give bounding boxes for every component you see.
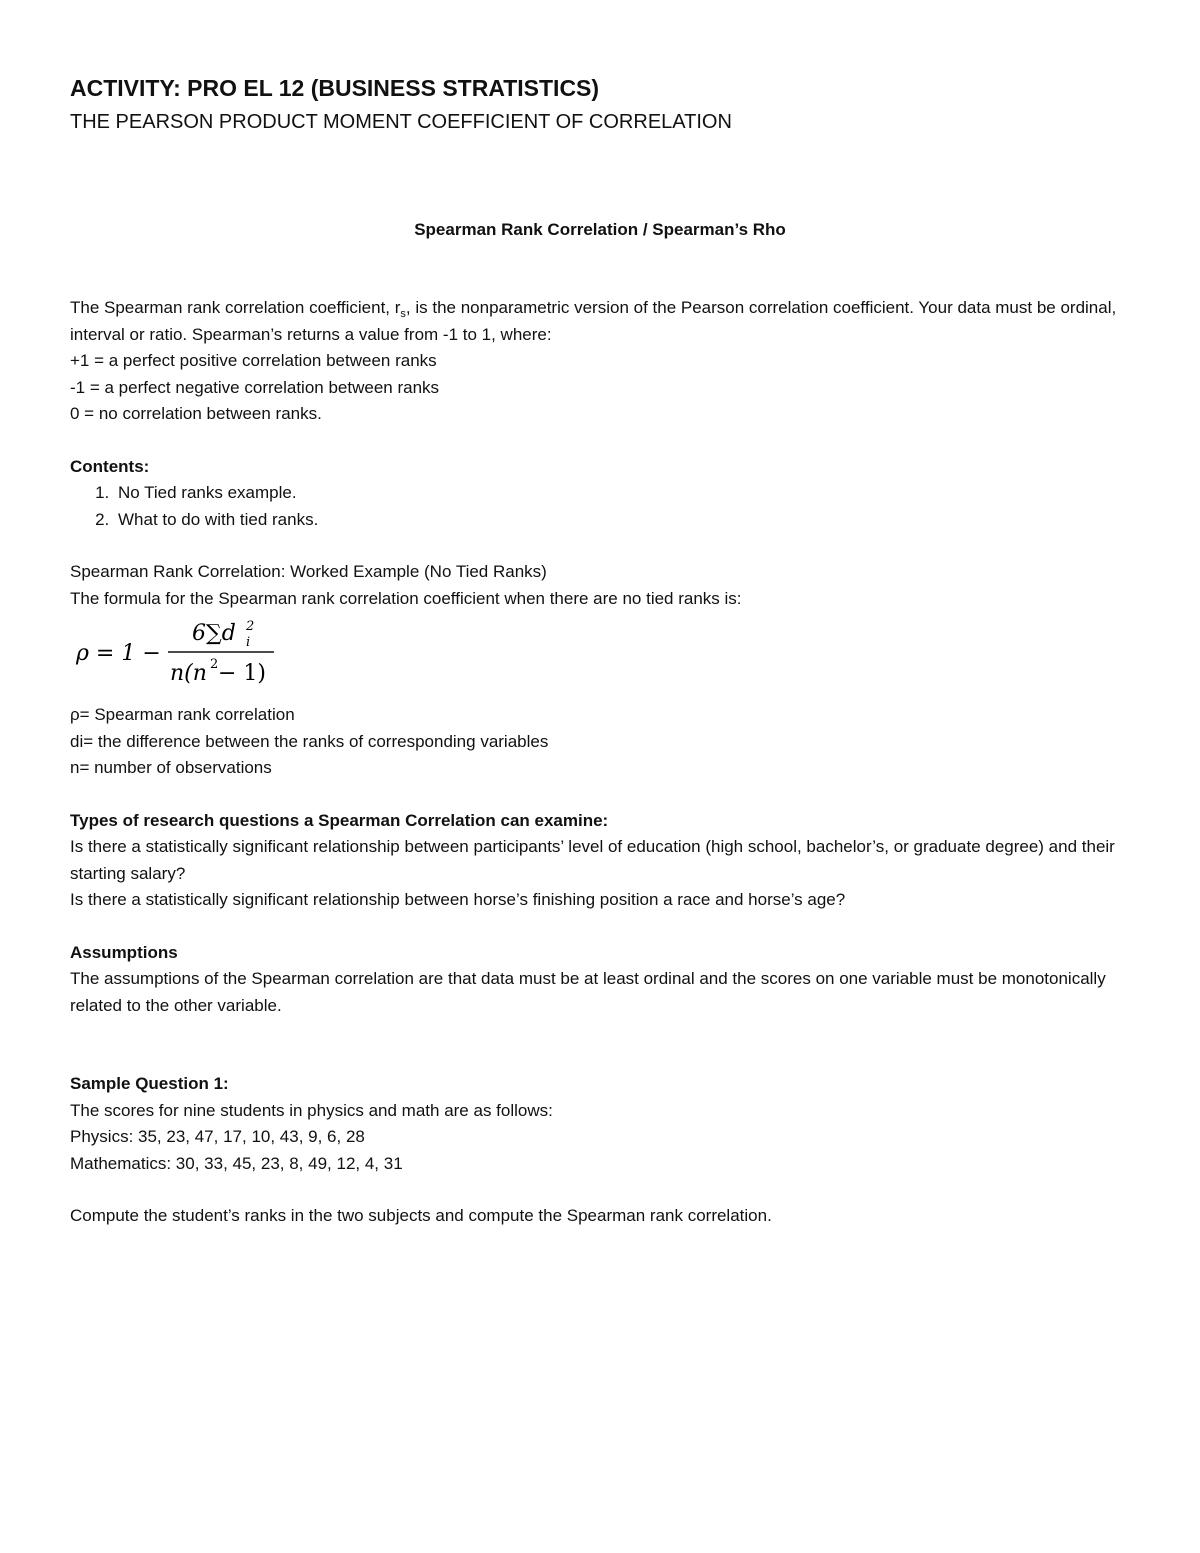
spearman-formula [74, 616, 1130, 692]
spacer [70, 1019, 1130, 1045]
formula-denominator-sup: 2 [210, 657, 219, 672]
value-line-2: -1 = a perfect negative correlation between ranks [70, 377, 440, 397]
research-question-1: Is there a statistically significant relationship between participants’ level of education (high school, bachelor’s, or graduate degree) and their starting salary? [70, 837, 1115, 883]
contents-heading: Contents: [70, 456, 150, 476]
assumptions-heading: Assumptions [70, 942, 178, 962]
spacer [70, 782, 1130, 808]
definition-rho: ρ= Spearman rank correlation [70, 705, 295, 724]
sample-question-heading: Sample Question 1: [70, 1074, 229, 1093]
spacer [70, 1177, 1130, 1203]
intro-subscript: s [400, 308, 406, 320]
contents-item-2: 2. What to do with tied ranks. [114, 507, 1130, 534]
types-heading: Types of research questions a Spearman Correlation can examine: [70, 810, 609, 830]
contents-list [70, 480, 1130, 533]
formula-intro: The formula for the Spearman rank correlation coefficient when there are no tied ranks is: [70, 588, 742, 608]
formula-graphic [74, 616, 334, 692]
section-heading: Spearman Rank Correlation / Spearman’s Rho [414, 220, 786, 239]
intro-paragraph [70, 295, 1130, 348]
spacer [70, 428, 1130, 454]
formula-numerator-sub: i [246, 635, 251, 650]
formula-denominator: n(n [170, 661, 207, 686]
definition-di: di= the difference between the ranks of corresponding variables [70, 731, 549, 751]
spacer [70, 914, 1130, 940]
sample-math-scores: Mathematics: 30, 33, 45, 23, 8, 49, 12, 4, 31 [70, 1153, 403, 1173]
definition-n: n= number of observations [70, 758, 272, 777]
formula-denominator-tail: − 1) [218, 661, 267, 686]
spacer [70, 1045, 1130, 1071]
value-line-1: +1 = a perfect positive correlation between ranks [70, 351, 437, 370]
page-title: ACTIVITY: PRO EL 12 (BUSINESS STRATISTICS) [70, 75, 600, 101]
worked-example-title: Spearman Rank Correlation: Worked Example (No Tied Ranks) [70, 562, 547, 581]
document-body [70, 295, 1130, 1230]
research-question-2: Is there a statistically significant relationship between horse’s finishing position a race and horse’s age? [70, 890, 846, 909]
assumptions-text: The assumptions of the Spearman correlation are that data must be at least ordinal and the scores on one variable must be monotonically related to the other variable. [70, 969, 1106, 1015]
value-line-3: 0 = no correlation between ranks. [70, 404, 322, 423]
formula-numerator-sup: 2 [246, 619, 255, 634]
intro-text-b: , is the nonparametric version of the Pearson correlation coefficient. Your data must be ordinal, interval or ratio. Spearman’s returns a value from -1 to 1, where: [70, 298, 1117, 344]
spacer [70, 533, 1130, 559]
sample-physics-scores: Physics: 35, 23, 47, 17, 10, 43, 9, 6, 28 [70, 1127, 365, 1146]
intro-text-a: The Spearman rank correlation coefficient, r [70, 298, 401, 317]
instruction-text: Compute the student’s ranks in the two subjects and compute the Spearman rank correlation. [70, 1206, 772, 1225]
sample-line-1: The scores for nine students in physics and math are as follows: [70, 1100, 553, 1120]
formula-lhs: ρ = 1 − [76, 641, 161, 666]
contents-item-1: 1. No Tied ranks example. [114, 480, 1130, 507]
formula-numerator: 6∑d [192, 621, 236, 646]
document-page [70, 72, 1130, 1225]
page-subtitle: THE PEARSON PRODUCT MOMENT COEFFICIENT OF CORRELATION [70, 111, 732, 133]
